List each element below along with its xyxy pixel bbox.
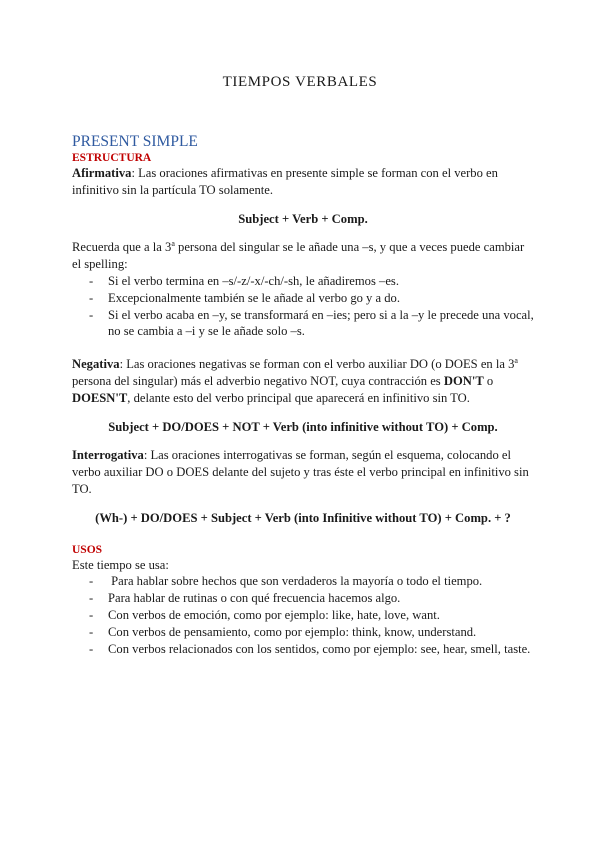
usos-list — [72, 573, 534, 657]
formula-interrogativa: (Wh-) + DO/DOES + Subject + Verb (into Infinitive without TO) + Comp. + ? — [95, 510, 511, 525]
dash-bullet: - — [89, 624, 94, 639]
list-item — [72, 273, 534, 290]
list-item-text: Con verbos relacionados con los sentidos, como por ejemplo: see, hear, smell, taste. — [108, 641, 531, 656]
recuerda-text-b: persona del singular se le añade una –s, y que a veces puede cambiar el spelling: — [72, 240, 525, 272]
formula-negativa: Subject + DO/DOES + NOT + Verb (into infinitive without TO) + Comp. — [108, 419, 498, 434]
afirmativa-paragraph — [72, 165, 534, 199]
estructura-heading: ESTRUCTURA — [72, 152, 152, 164]
negativa-label: Negativa — [72, 357, 120, 372]
negativa-doesnt: DOESN'T — [72, 390, 128, 405]
list-item — [72, 573, 534, 590]
document-title: TIEMPOS VERBALES — [222, 74, 378, 90]
negativa-dont: DON'T — [443, 373, 484, 388]
dash-bullet: - — [89, 290, 94, 305]
interrogativa-paragraph — [72, 447, 534, 497]
formula-afirmativa: Subject + Verb + Comp. — [238, 211, 368, 226]
afirmativa-text: : Las oraciones afirmativas en presente simple se forman con el verbo en infinitivo sin la partícula TO solamente. — [72, 166, 498, 197]
dash-bullet: - — [89, 607, 94, 622]
document-body — [72, 133, 534, 657]
list-item — [72, 590, 534, 607]
negativa-text-c: o — [483, 373, 494, 388]
list-item-text: Excepcionalmente también se le añade al verbo go y a do. — [108, 290, 400, 305]
list-item — [72, 641, 534, 658]
afirmativa-label: Afirmativa — [72, 166, 132, 180]
dash-bullet: - — [89, 574, 94, 589]
recuerda-text-a: Recuerda que a la 3 — [72, 240, 172, 255]
list-item-text: Si el verbo acaba en –y, se transformará en –ies; pero si a la –y le precede una vocal, no se cambia a –i y se le añade solo –s. — [108, 307, 534, 339]
list-item — [72, 607, 534, 624]
interrogativa-label: Interrogativa — [72, 448, 144, 463]
negativa-text-b: persona del singular) más el adverbio negativo NOT, cuya contracción es — [72, 373, 444, 388]
spelling-rules-list — [72, 273, 534, 340]
negativa-paragraph — [72, 356, 534, 406]
dash-bullet: - — [89, 307, 94, 322]
section-heading: PRESENT SIMPLE — [72, 133, 198, 150]
negativa-sup: a — [514, 356, 518, 366]
dash-bullet: - — [89, 591, 94, 606]
usos-intro: Este tiempo se usa: — [72, 557, 169, 572]
negativa-text-d: , delante esto del verbo principal que aparecerá en infinitivo sin TO. — [127, 390, 470, 405]
dash-bullet: - — [89, 641, 94, 656]
usos-heading: USOS — [72, 543, 103, 556]
recuerda-paragraph — [72, 239, 534, 273]
negativa-text-a: : Las oraciones negativas se forman con el verbo auxiliar DO (o DOES en la 3 — [119, 357, 515, 372]
list-item-text: Con verbos de emoción, como por ejemplo: like, hate, love, want. — [108, 607, 440, 622]
recuerda-sup: a — [171, 239, 175, 249]
list-item-text: Para hablar sobre hechos que son verdaderos la mayoría o todo el tiempo. — [108, 574, 483, 589]
list-item-text: Con verbos de pensamiento, como por ejemplo: think, know, understand. — [108, 624, 477, 639]
list-item — [72, 307, 534, 341]
list-item-text: Si el verbo termina en –s/-z/-x/-ch/-sh, le añadiremos –es. — [108, 273, 399, 288]
interrogativa-text: : Las oraciones interrogativas se forman, según el esquema, colocando el verbo auxiliar DO o DOES delante del sujeto y tras éste el verbo principal en infinitivo sin TO. — [72, 448, 529, 496]
list-item — [72, 290, 534, 307]
list-item-text: Para hablar de rutinas o con qué frecuencia hacemos algo. — [108, 591, 401, 606]
list-item — [72, 624, 534, 641]
dash-bullet: - — [89, 273, 94, 288]
